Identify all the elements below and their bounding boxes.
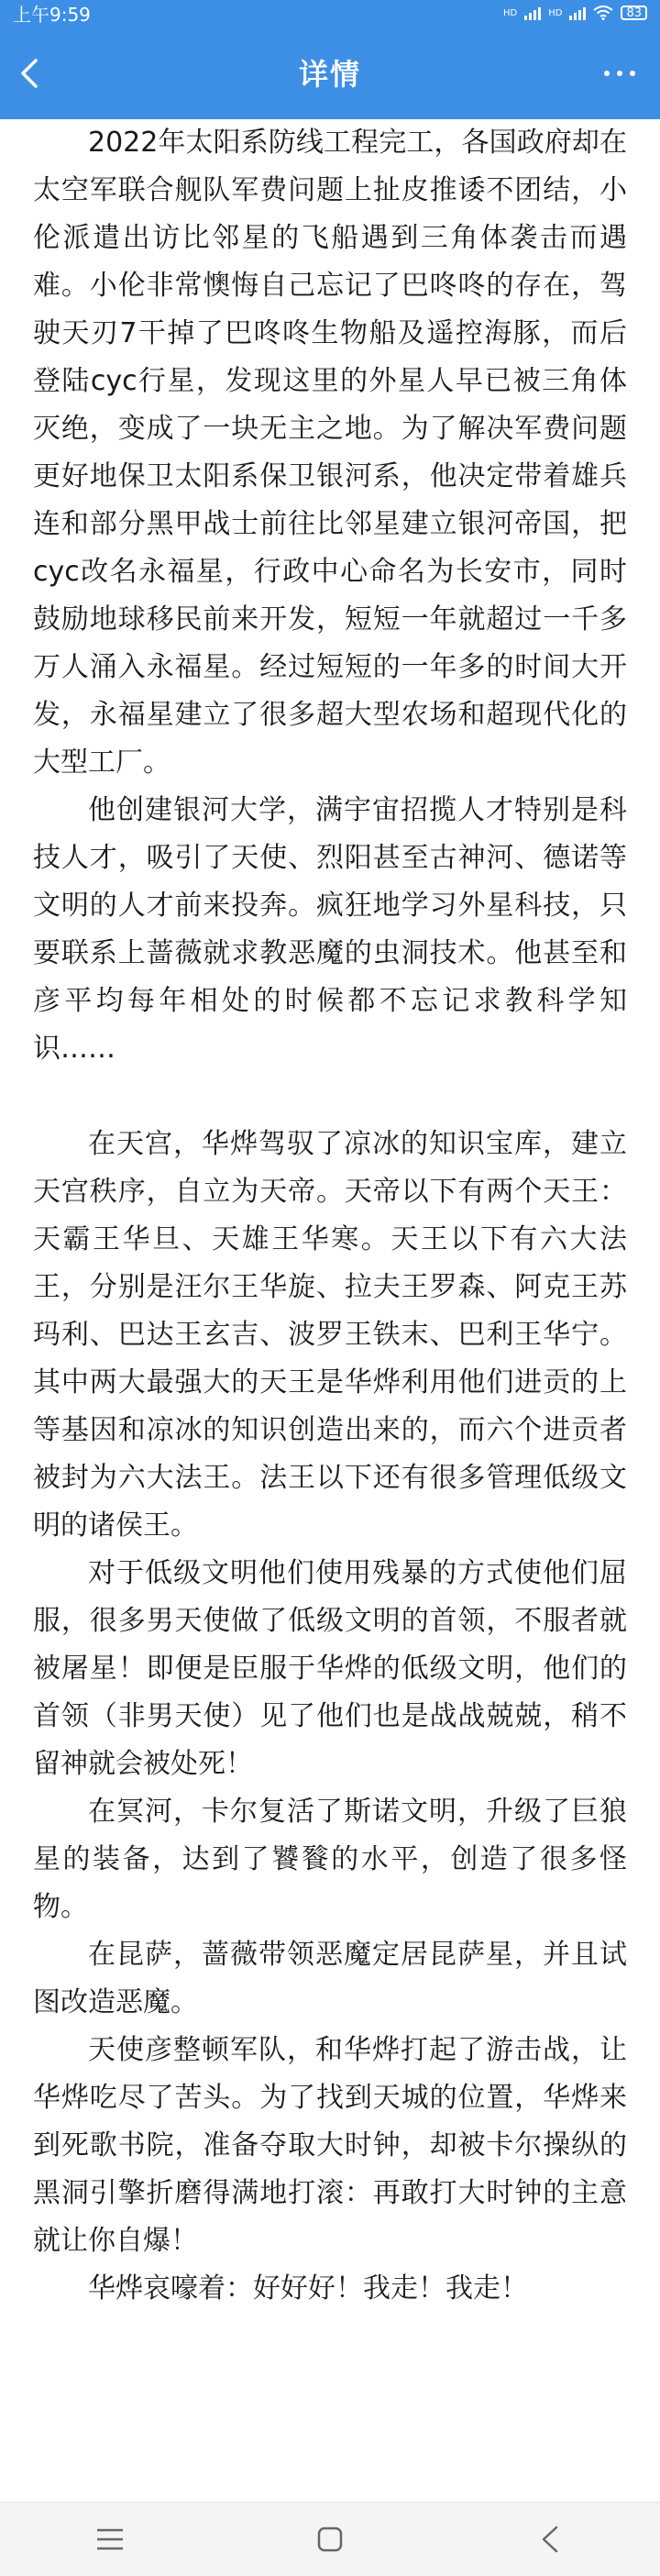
article-paragraph: 在天宫，华烨驾驭了凉冰的知识宝库，建立天宫秩序，自立为天帝。天帝以下有两个天王：天霸王华旦、天雄王华寒。天王以下有六大法王，分别是汪尔王华旋、拉夫王罗森、阿克王苏玛利、巴达王玄吉、波罗王铁末、巴利王华宁。其中两大最强大的天王是华烨利用他们进贡的上等基因和凉冰的知识创造出来的，而六个进贡者被封为六大法王。法王以下还有很多管理低级文明的诸侯王。 — [33, 1128, 627, 1542]
status-time: 上午9:59 — [13, 3, 91, 26]
more-dot — [630, 71, 635, 76]
signal-icon-2 — [569, 6, 586, 20]
system-back-button[interactable] — [522, 2512, 578, 2567]
article-paragraph: 在冥河，卡尔复活了斯诺文明，升级了巨狼星的装备，达到了饕餮的水平，创造了很多怪物。 — [33, 1796, 627, 1923]
status-bar — [0, 0, 660, 26]
network-label-1: HD — [502, 7, 518, 18]
article-paragraph: 对于低级文明他们使用残暴的方式使他们屈服，很多男天使做了低级文明的首领，不服者就被屠星！即便是臣服于华烨的低级文明，他们的首领（非男天使）见了他们也是战战兢兢，稍不留神就会被处死！ — [33, 1557, 627, 1780]
more-dot — [617, 71, 622, 76]
network-label-2: HD — [548, 7, 563, 18]
app-header — [0, 26, 660, 119]
status-icons — [503, 6, 647, 20]
article-paragraph: 天使彦整顿军队，和华烨打起了游击战，让华烨吃尽了苦头。为了找到天城的位置，华烨来到死歌书院，准备夺取大时钟，却被卡尔操纵的黑洞引擎折磨得满地打滚：再敢打大时钟的主意就让你自爆！ — [33, 2034, 627, 2257]
page-title: 详情 — [298, 57, 361, 92]
article-paragraph: 他创建银河大学，满宇宙招揽人才特别是科技人才，吸引了天使、烈阳甚至古神河、德诺等文明的人才前来投奔。疯狂地学习外星科技，只要联系上蔷薇就求教恶魔的虫洞技术。他甚至和彦平均每年相处的时候都不忘记求教科学知识…… — [33, 794, 627, 1065]
article-paragraph: 华烨哀嚎着：好好好！我走！我走！ — [88, 2272, 528, 2305]
more-options-button[interactable] — [592, 57, 647, 90]
system-nav-bar — [0, 2502, 660, 2576]
home-button[interactable] — [302, 2512, 358, 2567]
home-square-icon — [316, 2526, 344, 2553]
article-paragraph: 2022年太阳系防线工程完工，各国政府却在太空军联合舰队军费问题上扯皮推诿不团结，小伦派遣出访比邻星的飞船遇到三角体袭击而遇难。小伦非常懊悔自己忘记了巴咚咚的存在，驾驶天刃7干掉了巴咚咚生物船及遥控海豚，而后登陆cyc行星，发现这里的外星人早已被三角体灭绝，变成了一块无主之地。为了解决军费问题更好地保卫太阳系保卫银河系，他决定带着雄兵连和部分黑甲战士前往比邻星建立银河帝国，把cyc改名永福星，行政中心命名为长安市，同时鼓励地球移民前来开发，短短一年就超过一千多万人涌入永福星。经过短短的一年多的时间大开发，永福星建立了很多超大型农场和超现代化的大型工厂。 — [33, 127, 627, 779]
back-arrow-icon — [19, 58, 39, 89]
more-dot — [604, 71, 610, 76]
paragraph-spacer — [33, 1073, 627, 1121]
back-button[interactable] — [13, 57, 46, 90]
battery-icon: 83 — [621, 6, 647, 20]
recent-apps-button[interactable] — [82, 2512, 138, 2567]
back-triangle-icon — [539, 2525, 561, 2554]
article-paragraph: 在昆萨，蔷薇带领恶魔定居昆萨星，并且试图改造恶魔。 — [33, 1939, 627, 2018]
menu-icon — [95, 2527, 125, 2551]
wifi-icon — [593, 6, 613, 20]
signal-icon — [524, 6, 541, 20]
article-body — [33, 119, 627, 2313]
